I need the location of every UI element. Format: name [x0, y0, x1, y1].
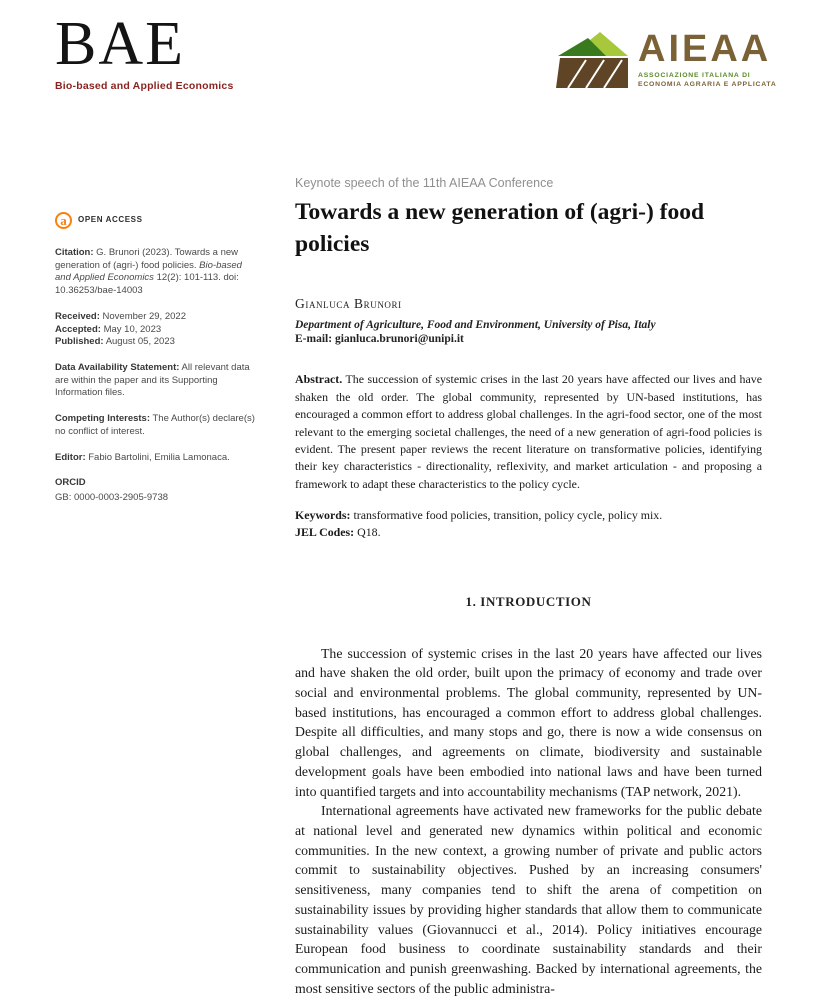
conference-kicker: Keynote speech of the 11th AIEAA Conference: [295, 176, 554, 190]
open-access-row: [55, 212, 258, 229]
received-line: [55, 311, 258, 324]
abstract-paragraph: [295, 371, 762, 493]
bae-logo-tagline: Bio-based and Applied Economics: [55, 80, 234, 93]
received-date: November 29, 2022: [102, 310, 186, 322]
keywords-label: Keywords:: [295, 508, 351, 523]
accepted-line: [55, 324, 258, 337]
editor-block: [55, 452, 258, 465]
email-address: gianluca.brunori@unipi.it: [332, 333, 464, 346]
bae-logo: [55, 12, 234, 92]
citation-block: [55, 247, 258, 298]
citation-doi: 12(2): 101-113. doi: 10.36253/bae-14003: [55, 272, 239, 297]
orcid-label: ORCID: [55, 477, 86, 489]
keywords-block: [295, 507, 762, 542]
aieaa-name: AIEAA: [638, 28, 772, 70]
citation-journal-name: Bio-based and Applied Economics: [55, 259, 242, 284]
published-label: Published:: [55, 336, 104, 348]
abstract-label: Abstract.: [295, 372, 343, 387]
competing-interests-block: [55, 413, 258, 438]
article-title: Towards a new generation of (agri-) food policies: [295, 199, 705, 257]
data-availability-block: [55, 362, 258, 400]
editor-text: Fabio Bartolini, Emilia Lamonaca.: [85, 451, 230, 463]
editor-label: Editor:: [55, 451, 86, 463]
published-line: [55, 336, 258, 349]
intro-paragraph-1: The succession of systemic crises in the last 20 years have affected our lives and have shaken the old order, built upon the primacy of economy and trade over social and environmental problems. The global community, represented by UN-based institutions, has encouraged a common effort to address global challenges. Despite all difficulties, and many stops and go, there is now a wide consensus on global challenges, and agreements on climate, biodiversity and sustainable development goals have been embodied into national laws and have been turned into quantified targets and into accountability mechanisms (TAP network, 2021).: [295, 645, 762, 799]
intro-paragraph-2: International agreements have activated new frameworks for the public debate at national level and generated new dynamics within political and economic communities. In the new context, a growing number of private and public actors commit to sustainability objectives. Pushed by an increasing consumers' sensitiveness, many companies tend to shift the arena of competition on sustainability issues by providing higher standards that allow them to communicate sustainability values (Giovannucci et al., 2014). Policy initiatives encourage European food business to coordinate sustainability standards and their communication and punish greenwashing. Backed by international agreements, the most sensitive sectors of the public administra-: [295, 803, 762, 996]
aieaa-logo-icon: [556, 30, 628, 95]
received-label: Received:: [55, 310, 100, 322]
email-label: E-mail:: [295, 333, 333, 346]
competing-interests-text: The Author(s) declare(s) no conflict of interest.: [55, 413, 255, 437]
competing-interests-label: Competing Interests:: [55, 413, 151, 425]
orcid-block: [55, 477, 258, 504]
data-availability-text: All relevant data are within the paper and its Supporting Information files.: [55, 362, 250, 399]
data-availability-label: Data Availability Statement:: [55, 362, 180, 374]
keywords-text: transformative food policies, transition, policy cycle, policy mix.: [350, 508, 663, 523]
author-email-line: [295, 333, 762, 345]
aieaa-logo: [556, 30, 777, 95]
article-main: [295, 176, 762, 999]
published-date: August 05, 2023: [105, 336, 175, 348]
section-heading-introduction: 1. INTRODUCTION: [465, 593, 592, 609]
jel-line: [295, 524, 762, 541]
accepted-date: May 10, 2023: [103, 323, 162, 335]
orcid-value: GB: 0000-0003-2905-9738: [55, 492, 169, 504]
dates-block: [55, 311, 258, 349]
aieaa-subtitle-line2: ECONOMIA AGRARIA E APPLICATA: [638, 81, 777, 88]
keywords-line: [295, 507, 762, 524]
open-access-icon: a: [55, 212, 72, 229]
aieaa-text-block: [638, 30, 777, 88]
author-affiliation: Department of Agriculture, Food and Environment, University of Pisa, Italy: [295, 319, 656, 332]
abstract-text: The succession of systemic crises in the last 20 years have affected our lives and have shaken the old order. The global community, represented by UN-based institutions, has encouraged a common effort to address global challenges. In the agri-food sector, one of the most relevant to the emerging societal challenges, the need of a new generation of agri-food policies is evident. The present paper reviews the recent literature on transformative policies, identifying their key characteristics - directionality, reflexivity, and market articulation - and proposing a framework to adapt these characteristics to the policy cycle.: [295, 372, 762, 491]
accepted-label: Accepted:: [55, 323, 101, 335]
bae-logo-text: BAE: [55, 10, 185, 78]
author-name: Gianluca Brunori: [295, 296, 402, 312]
jel-label: JEL Codes:: [295, 525, 355, 540]
open-access-label: OPEN ACCESS: [78, 215, 143, 225]
metadata-sidebar: [55, 212, 258, 518]
aieaa-subtitle-line1: ASSOCIAZIONE ITALIANA DI: [638, 72, 751, 79]
citation-label: Citation:: [55, 247, 94, 258]
jel-text: Q18.: [354, 525, 381, 540]
citation-text: G. Brunori (2023). Towards a new generation of (agri-) food policies.: [55, 247, 239, 271]
